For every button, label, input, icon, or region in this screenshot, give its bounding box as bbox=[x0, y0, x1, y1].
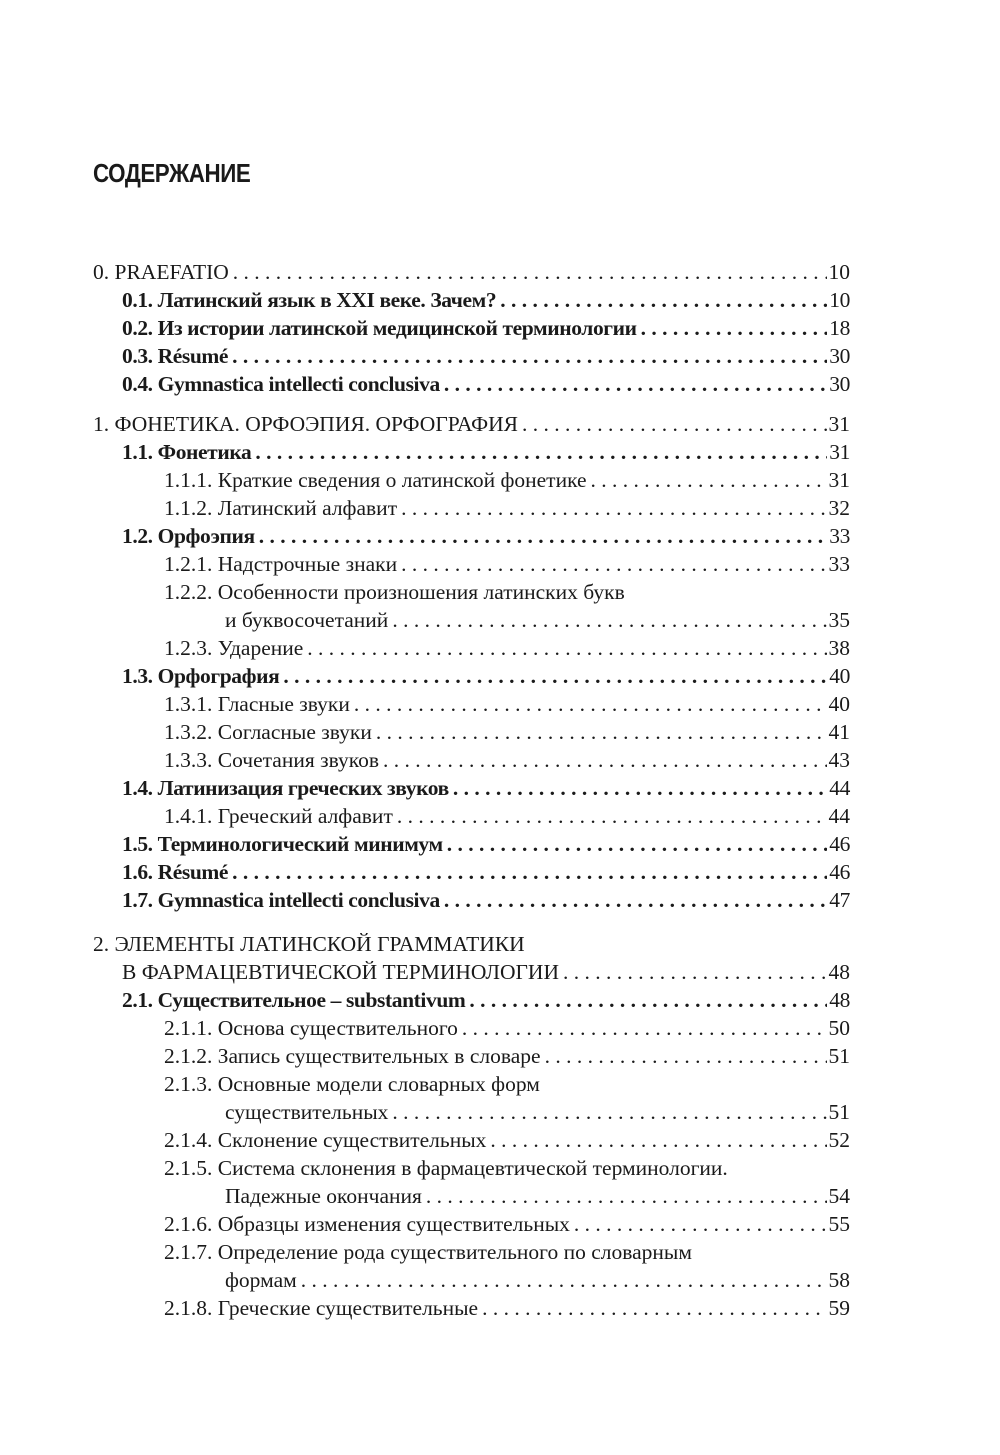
toc-page-number: 31 bbox=[828, 412, 850, 436]
dot-leader bbox=[301, 1266, 827, 1294]
toc-entry-0-4[interactable] bbox=[122, 370, 850, 398]
toc-entry-title: 0. PRAEFATIO bbox=[93, 260, 229, 284]
dot-leader bbox=[641, 314, 828, 342]
toc-entry-1-6[interactable] bbox=[122, 858, 850, 886]
toc-page-number: 10 bbox=[828, 260, 850, 284]
toc-entry-title: формам bbox=[225, 1268, 297, 1292]
toc-entry-2[interactable] bbox=[122, 958, 850, 986]
toc-page-number: 41 bbox=[828, 720, 850, 744]
toc-page-number: 30 bbox=[829, 372, 850, 396]
toc-entry-title: 2.1. Существительное – substantivum bbox=[122, 988, 466, 1012]
dot-leader bbox=[426, 1182, 827, 1210]
toc-entry-title: 1.3.2. Согласные звуки bbox=[164, 720, 372, 744]
toc-entry-title: 1.2.3. Ударение bbox=[164, 636, 304, 660]
dot-leader bbox=[392, 606, 826, 634]
dot-leader bbox=[444, 370, 827, 398]
dot-leader bbox=[462, 1014, 827, 1042]
toc-page-number: 31 bbox=[829, 440, 850, 464]
dot-leader bbox=[500, 286, 827, 314]
dot-leader bbox=[232, 342, 827, 370]
toc-entry-title: 2.1.6. Образцы изменения существительных bbox=[164, 1212, 570, 1236]
toc-page-number: 33 bbox=[828, 552, 850, 576]
dot-leader bbox=[482, 1294, 826, 1322]
toc-entry-title: 1.6. Résumé bbox=[122, 860, 229, 884]
toc-entry-title: Падежные окончания bbox=[225, 1184, 422, 1208]
toc-entry-1[interactable] bbox=[93, 410, 850, 438]
toc-entry-1-1-2[interactable] bbox=[164, 494, 850, 522]
toc-entry-1-3-3[interactable] bbox=[164, 746, 850, 774]
toc-entry-2-1-2[interactable] bbox=[164, 1042, 850, 1070]
dot-leader bbox=[376, 718, 827, 746]
toc-entry-1-3-2[interactable] bbox=[164, 718, 850, 746]
toc-entry-title: и буквосочетаний bbox=[225, 608, 389, 632]
toc-entry-1-3-1[interactable] bbox=[164, 690, 850, 718]
toc-entry-title: 1. ФОНЕТИКА. ОРФОЭПИЯ. ОРФОГРАФИЯ bbox=[93, 412, 518, 436]
toc-entry-1-7[interactable] bbox=[122, 886, 850, 914]
toc-page-number: 46 bbox=[829, 860, 850, 884]
toc-entry-title: 2.1.1. Основа существительного bbox=[164, 1016, 458, 1040]
toc-entry-title: В ФАРМАЦЕВТИЧЕСКОЙ ТЕРМИНОЛОГИИ bbox=[122, 960, 559, 984]
toc-entry-title: 1.7. Gymnastica intellecti conclusiva bbox=[122, 888, 440, 912]
toc-page-number: 55 bbox=[828, 1212, 850, 1236]
toc-page-number: 30 bbox=[829, 344, 850, 368]
toc-entry-title: 1.1.1. Краткие сведения о латинской фонетике bbox=[164, 468, 587, 492]
toc-entry-2-line1[interactable]: 2. ЭЛЕМЕНТЫ ЛАТИНСКОЙ ГРАММАТИКИ bbox=[93, 932, 525, 956]
toc-entry-2-1-6[interactable] bbox=[164, 1210, 850, 1238]
toc-entry-1-2-3[interactable] bbox=[164, 634, 850, 662]
toc-entry-title: 1.4. Латинизация греческих звуков bbox=[122, 776, 449, 800]
toc-page-number: 51 bbox=[828, 1100, 850, 1124]
toc-entry-1-2-2-line1[interactable]: 1.2.2. Особенности произношения латинских букв bbox=[164, 580, 625, 604]
toc-entry-title: 1.2. Орфоэпия bbox=[122, 524, 255, 548]
toc-entry-0[interactable] bbox=[93, 258, 850, 286]
dot-leader bbox=[401, 550, 826, 578]
toc-entry-title: 2.1.4. Склонение существительных bbox=[164, 1128, 487, 1152]
toc-page-number: 18 bbox=[829, 316, 850, 340]
toc-entry-title: 1.2.1. Надстрочные знаки bbox=[164, 552, 398, 576]
toc-entry-2-1-7[interactable] bbox=[225, 1266, 850, 1294]
toc-page-number: 35 bbox=[828, 608, 850, 632]
dot-leader bbox=[444, 886, 827, 914]
dot-leader bbox=[490, 1126, 826, 1154]
toc-entry-2-1-4[interactable] bbox=[164, 1126, 850, 1154]
toc-page-number: 51 bbox=[828, 1044, 850, 1068]
toc-entry-title: 1.3.1. Гласные звуки bbox=[164, 692, 350, 716]
dot-leader bbox=[401, 494, 826, 522]
toc-page-number: 43 bbox=[828, 748, 850, 772]
toc-entry-title: 0.3. Résumé bbox=[122, 344, 229, 368]
dot-leader bbox=[453, 774, 827, 802]
toc-entry-title: 1.5. Терминологический минимум bbox=[122, 832, 443, 856]
toc-entry-title: 1.1. Фонетика bbox=[122, 440, 252, 464]
toc-entry-0-1[interactable] bbox=[122, 286, 850, 314]
dot-leader bbox=[397, 802, 827, 830]
toc-entry-title: 0.2. Из истории латинской медицинской терминологии bbox=[122, 316, 637, 340]
toc-entry-2-1-1[interactable] bbox=[164, 1014, 850, 1042]
toc-entry-2-1-5-line1[interactable]: 2.1.5. Система склонения в фармацевтической терминологии. bbox=[164, 1156, 728, 1180]
toc-entry-title: существительных bbox=[225, 1100, 389, 1124]
toc-page-number: 54 bbox=[828, 1184, 850, 1208]
toc-entry-title: 0.4. Gymnastica intellecti conclusiva bbox=[122, 372, 440, 396]
toc-entry-1-2[interactable] bbox=[122, 522, 850, 550]
toc-entry-1-1[interactable] bbox=[122, 438, 850, 466]
dot-leader bbox=[563, 958, 827, 986]
toc-entry-title: 2.1.2. Запись существительных в словаре bbox=[164, 1044, 541, 1068]
toc-entry-0-2[interactable] bbox=[122, 314, 850, 342]
toc-entry-1-2-2[interactable] bbox=[225, 606, 850, 634]
toc-page-number: 47 bbox=[829, 888, 850, 912]
toc-entry-2-1[interactable] bbox=[122, 986, 850, 1014]
toc-page-number: 10 bbox=[829, 288, 850, 312]
toc-page-number: 40 bbox=[828, 692, 850, 716]
dot-leader bbox=[232, 858, 827, 886]
toc-entry-2-1-3-line1[interactable]: 2.1.3. Основные модели словарных форм bbox=[164, 1072, 540, 1096]
toc-entry-1-2-1[interactable] bbox=[164, 550, 850, 578]
dot-leader bbox=[283, 662, 827, 690]
toc-page-number: 50 bbox=[828, 1016, 850, 1040]
toc-entry-2-1-7-line1[interactable]: 2.1.7. Определение рода существительного по словарным bbox=[164, 1240, 692, 1264]
dot-leader bbox=[354, 690, 827, 718]
toc-entry-title: 1.1.2. Латинский алфавит bbox=[164, 496, 398, 520]
toc-page-number: 38 bbox=[828, 636, 850, 660]
toc-page-number: 48 bbox=[829, 988, 850, 1012]
toc-page-number: 40 bbox=[829, 664, 850, 688]
dot-leader bbox=[545, 1042, 827, 1070]
toc-page-number: 48 bbox=[828, 960, 850, 984]
toc-page-number: 52 bbox=[828, 1128, 850, 1152]
toc-entry-2-1-5[interactable] bbox=[225, 1182, 850, 1210]
toc-entry-1-3[interactable] bbox=[122, 662, 850, 690]
page-title: СОДЕРЖАНИЕ bbox=[93, 158, 251, 188]
toc-page-number: 59 bbox=[828, 1296, 850, 1320]
toc-entry-1-4[interactable] bbox=[122, 774, 850, 802]
dot-leader bbox=[259, 522, 828, 550]
dot-leader bbox=[233, 258, 827, 286]
toc-entry-title: 1.3.3. Сочетания звуков bbox=[164, 748, 380, 772]
dot-leader bbox=[307, 634, 826, 662]
toc-entry-title: 0.1. Латинский язык в XXI веке. Зачем? bbox=[122, 288, 497, 312]
toc-page-number: 44 bbox=[829, 776, 850, 800]
toc-page-number: 44 bbox=[828, 804, 850, 828]
toc-entry-1-1-1[interactable] bbox=[164, 466, 850, 494]
dot-leader bbox=[469, 986, 827, 1014]
toc-entry-2-1-3[interactable] bbox=[225, 1098, 850, 1126]
toc-entry-1-4-1[interactable] bbox=[164, 802, 850, 830]
dot-leader bbox=[447, 830, 828, 858]
dot-leader bbox=[574, 1210, 827, 1238]
toc-page-number: 32 bbox=[828, 496, 850, 520]
toc-page-number: 33 bbox=[829, 524, 850, 548]
dot-leader bbox=[591, 466, 827, 494]
toc-page-number: 58 bbox=[828, 1268, 850, 1292]
toc-entry-1-5[interactable] bbox=[122, 830, 850, 858]
dot-leader bbox=[255, 438, 827, 466]
toc-entry-0-3[interactable] bbox=[122, 342, 850, 370]
toc-entry-title: 1.3. Орфография bbox=[122, 664, 280, 688]
toc-entry-2-1-8[interactable] bbox=[164, 1294, 850, 1322]
dot-leader bbox=[383, 746, 826, 774]
toc-page-number: 31 bbox=[828, 468, 850, 492]
toc-entry-title: 1.4.1. Греческий алфавит bbox=[164, 804, 393, 828]
dot-leader bbox=[522, 410, 827, 438]
toc-entry-title: 2.1.8. Греческие существительные bbox=[164, 1296, 479, 1320]
dot-leader bbox=[392, 1098, 826, 1126]
toc-page-number: 46 bbox=[829, 832, 850, 856]
